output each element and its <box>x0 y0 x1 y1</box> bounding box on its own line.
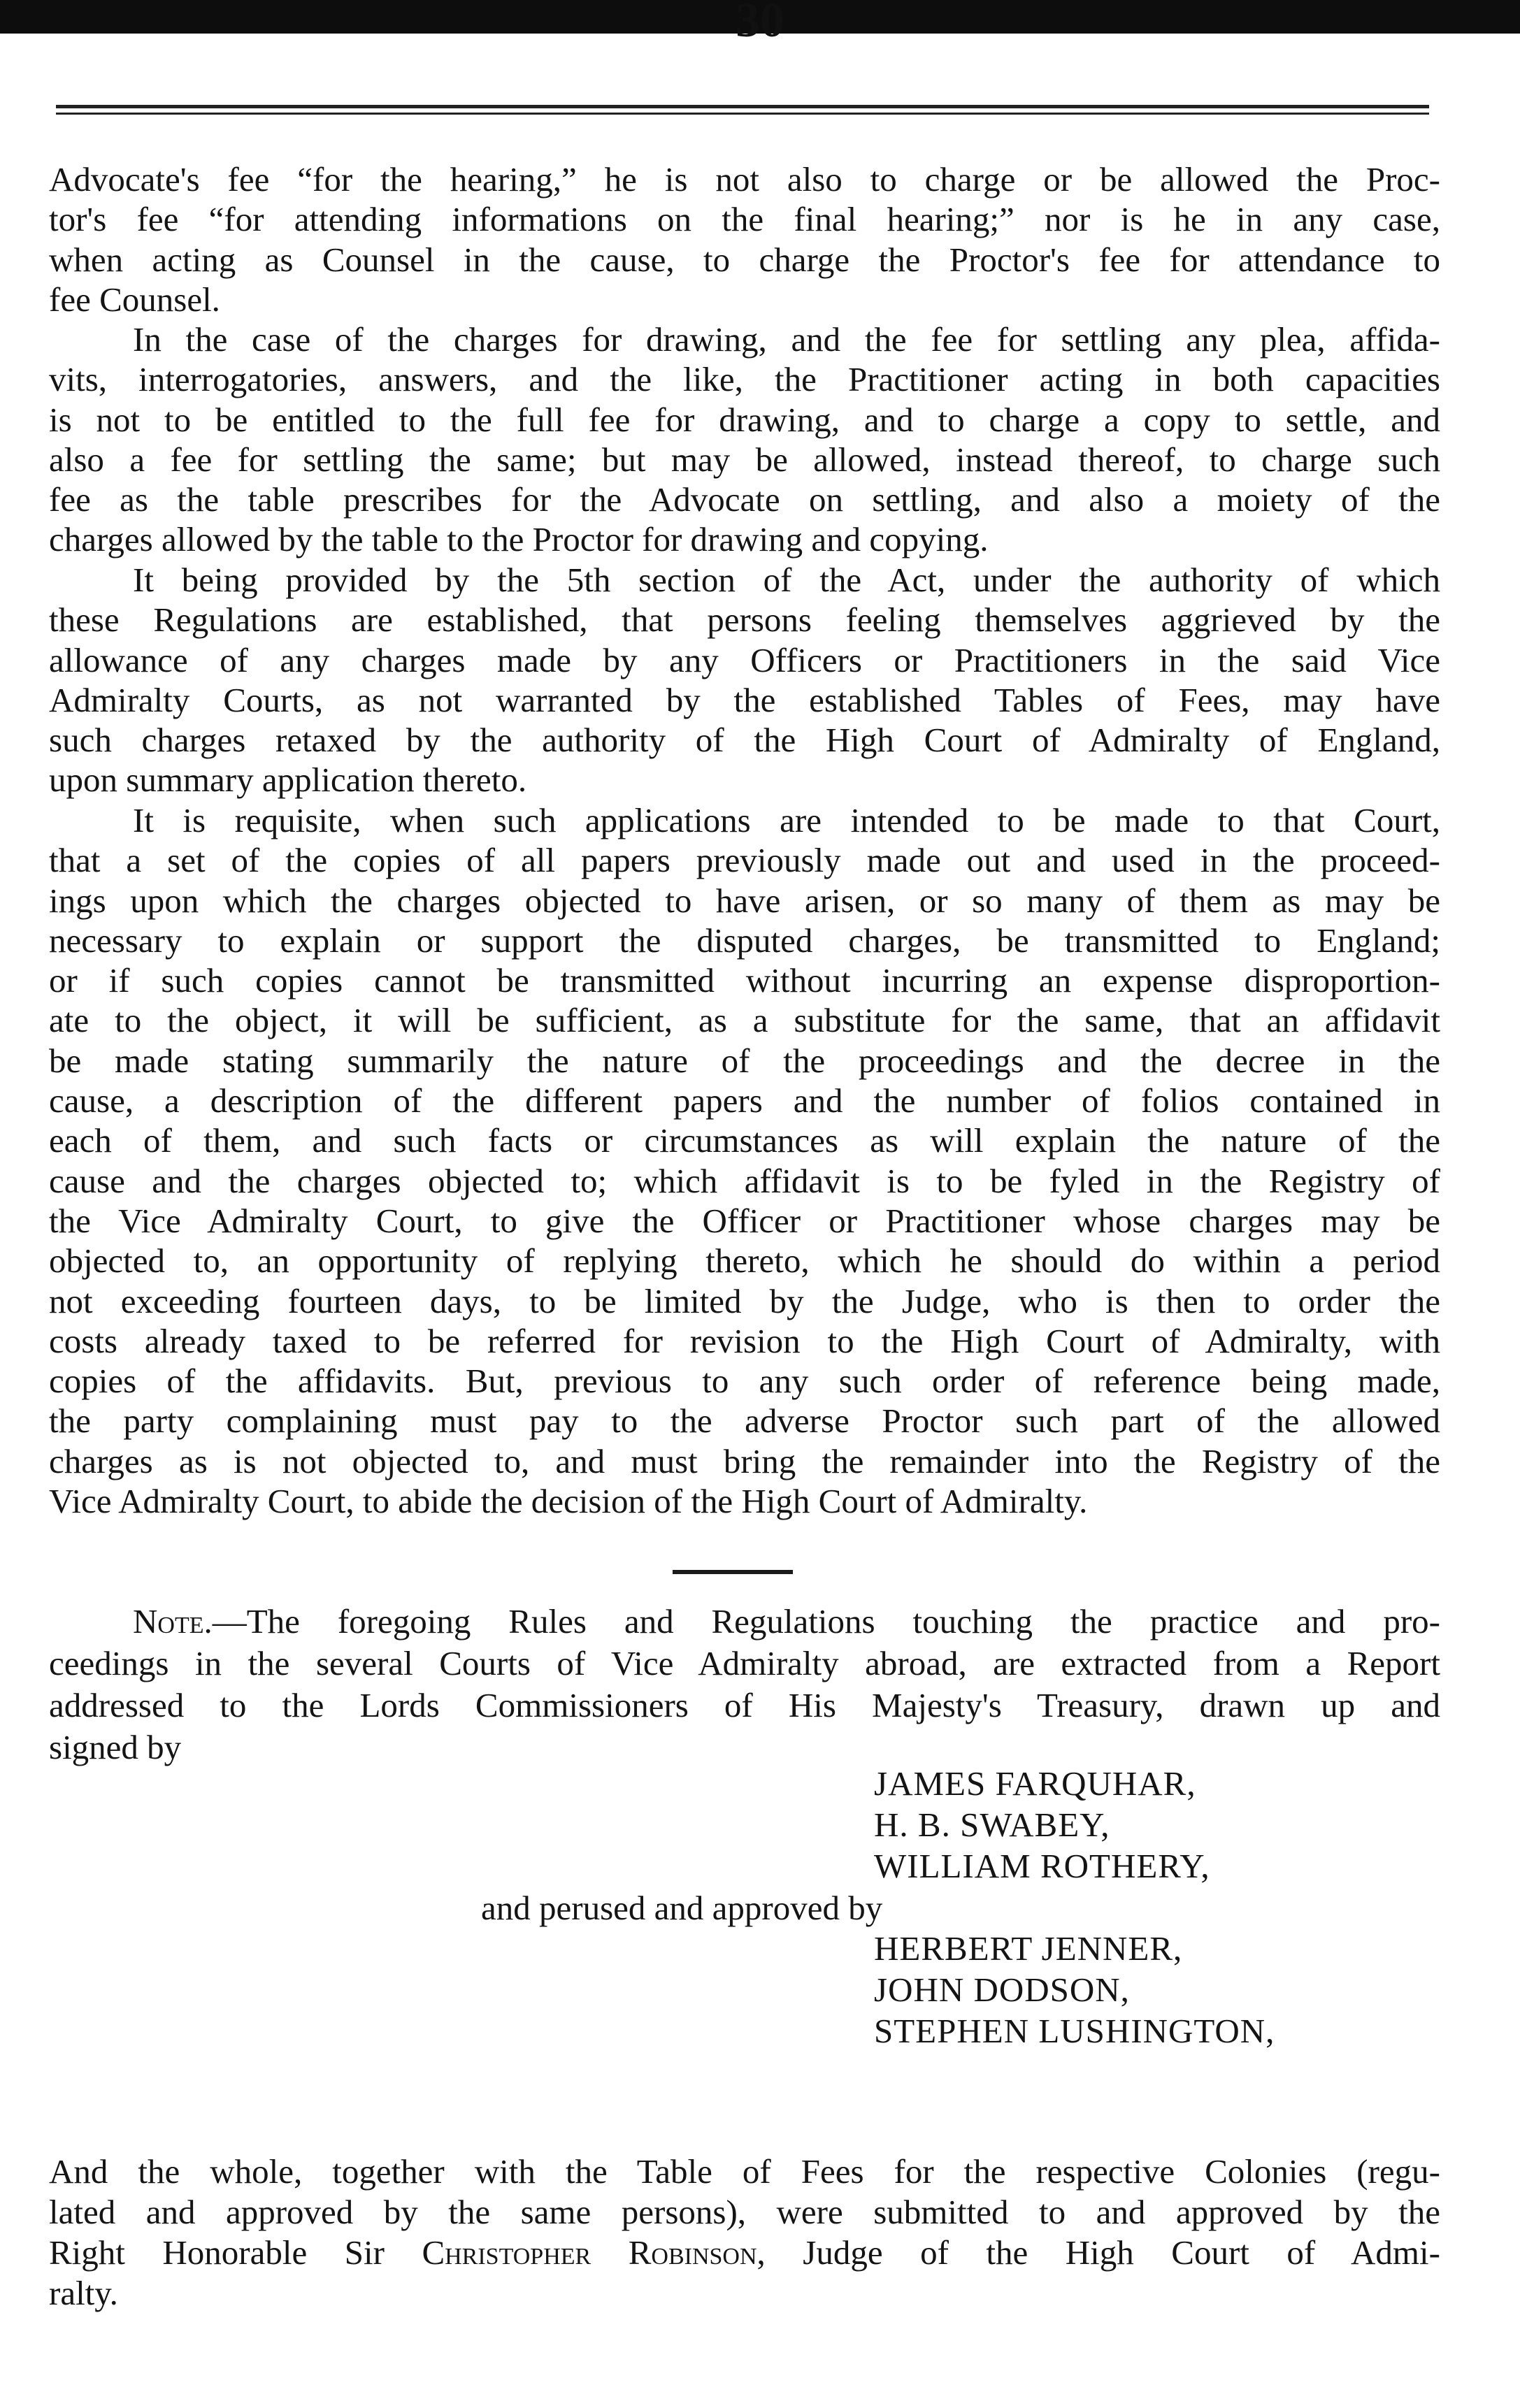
text-line: when acting as Counsel in the cause, to charge the Proctor's fee for attendance to <box>49 240 1440 279</box>
closing-line3-after: Judge of the High Court of Admi- <box>765 2233 1440 2272</box>
text-line: is not to be entitled to the full fee for drawing, and to charge a copy to settle, and <box>49 400 1440 439</box>
text-line: Vice Admiralty Court, to abide the decision of the High Court of Admiralty. <box>49 1482 1088 1521</box>
text-line: allowance of any charges made by any Officers or Practitioners in the said Vice <box>49 640 1440 679</box>
signatories-drafters <box>874 1763 1210 1887</box>
header-double-rule <box>56 105 1429 115</box>
text-line: charges as is not objected to, and must bring the remainder into the Registry of the <box>49 1441 1440 1480</box>
signatory-name: WILLIAM ROTHERY, <box>874 1847 1210 1885</box>
text-line: cause and the charges objected to; which affidavit is to be fyled in the Registry of <box>49 1161 1440 1200</box>
signatory-name: JOHN DODSON, <box>874 1970 1130 2009</box>
text-line: the Vice Admiralty Court, to give the Officer or Practitioner whose charges may be <box>49 1201 1440 1240</box>
text-line: cause, a description of the different papers and the number of folios contained in <box>49 1081 1440 1120</box>
text-line: upon summary application thereto. <box>49 760 527 800</box>
text-line <box>49 1601 1440 1643</box>
note-paragraph <box>49 1601 1440 1768</box>
text-line: not exceeding fourteen days, to be limited by the Judge, who is then to order the <box>49 1281 1440 1320</box>
text-line: necessary to explain or support the disputed charges, be transmitted to England; <box>49 921 1440 960</box>
text-line: ate to the object, it will be sufficient, as a substitute for the same, that an affidavit <box>49 1001 1440 1040</box>
text-line: charges allowed by the table to the Proctor for drawing and copying. <box>49 520 989 559</box>
text-line: It being provided by the 5th section of the Act, under the authority of which <box>133 561 1440 599</box>
text-line: that a set of the copies of all papers previously made out and used in the proceed- <box>49 841 1440 880</box>
note-line-text: The foregoing Rules and Regulations touching the practice and pro- <box>246 1602 1440 1641</box>
text-line: vits, interrogatories, answers, and the like, the Practitioner acting in both capacities <box>49 360 1440 399</box>
signatory-name: HERBERT JENNER, <box>874 1929 1183 1968</box>
text-line: lated and approved by the same persons), were submitted to and approved by the <box>49 2193 1440 2231</box>
text-line: costs already taxed to be referred for revision to the High Court of Admiralty, with <box>49 1321 1440 1360</box>
text-line: Admiralty Courts, as not warranted by the established Tables of Fees, may have <box>49 680 1440 719</box>
text-line: And the whole, together with the Table of Fees for the respective Colonies (regu- <box>49 2152 1440 2191</box>
section-divider-rule <box>673 1570 793 1574</box>
text-line: also a fee for settling the same; but may be allowed, instead thereof, to charge such <box>49 440 1440 479</box>
text-line: ralty. <box>49 2274 118 2312</box>
text-line: tor's fee “for attending informations on the final hearing;” nor is he in any case, <box>49 200 1440 239</box>
paragraph-4 <box>49 800 1440 1521</box>
paragraph-1 <box>49 159 1440 319</box>
paragraph-2 <box>49 319 1440 560</box>
judge-name: Christopher Robinson, <box>422 2233 766 2272</box>
signatory-name: JAMES FARQUHAR, <box>874 1764 1196 1803</box>
note-dash: — <box>212 1602 247 1641</box>
page-number: 30 <box>736 0 784 48</box>
text-line: be made stating summarily the nature of the proceedings and the decree in the <box>49 1041 1440 1080</box>
signatories-approvers <box>874 1928 1275 2052</box>
text-line: each of them, and such facts or circumstances as will explain the nature of the <box>49 1121 1440 1160</box>
closing-paragraph <box>49 2151 1440 2314</box>
perused-approved-line: and perused and approved by <box>481 1889 883 1927</box>
text-line: or if such copies cannot be transmitted without incurring an expense disproportion- <box>49 961 1440 1000</box>
paragraph-3 <box>49 560 1440 800</box>
signatory-name: H. B. SWABEY, <box>874 1805 1110 1844</box>
text-line: fee Counsel. <box>49 280 220 319</box>
text-line: ceedings in the several Courts of Vice Admiralty abroad, are extracted from a Report <box>49 1644 1440 1682</box>
text-line <box>49 2233 1440 2273</box>
text-line: objected to, an opportunity of replying thereto, which he should do within a period <box>49 1241 1440 1281</box>
signatory-name: STEPHEN LUSHINGTON, <box>874 2012 1275 2050</box>
text-line: signed by <box>49 1728 182 1766</box>
note-label: Note. <box>133 1602 213 1641</box>
text-line: these Regulations are established, that persons feeling themselves aggrieved by the <box>49 600 1440 640</box>
closing-line3-before: Right Honorable Sir <box>49 2233 422 2272</box>
text-line: the party complaining must pay to the adverse Proctor such part of the allowed <box>49 1401 1440 1441</box>
text-line: In the case of the charges for drawing, and the fee for settling any plea, affida- <box>133 320 1440 359</box>
text-line: fee as the table prescribes for the Advocate on settling, and also a moiety of the <box>49 480 1440 519</box>
text-line: ings upon which the charges objected to have arisen, or so many of them as may be <box>49 881 1440 920</box>
text-line: addressed to the Lords Commissioners of His Majesty's Treasury, drawn up and <box>49 1686 1440 1724</box>
text-line: such charges retaxed by the authority of the High Court of Admiralty of England, <box>49 721 1440 760</box>
text-line: Advocate's fee “for the hearing,” he is not also to charge or be allowed the Proc- <box>49 160 1440 199</box>
text-line: copies of the affidavits. But, previous to any such order of reference being made, <box>49 1362 1440 1401</box>
text-line: It is requisite, when such applications are intended to be made to that Court, <box>133 801 1440 839</box>
